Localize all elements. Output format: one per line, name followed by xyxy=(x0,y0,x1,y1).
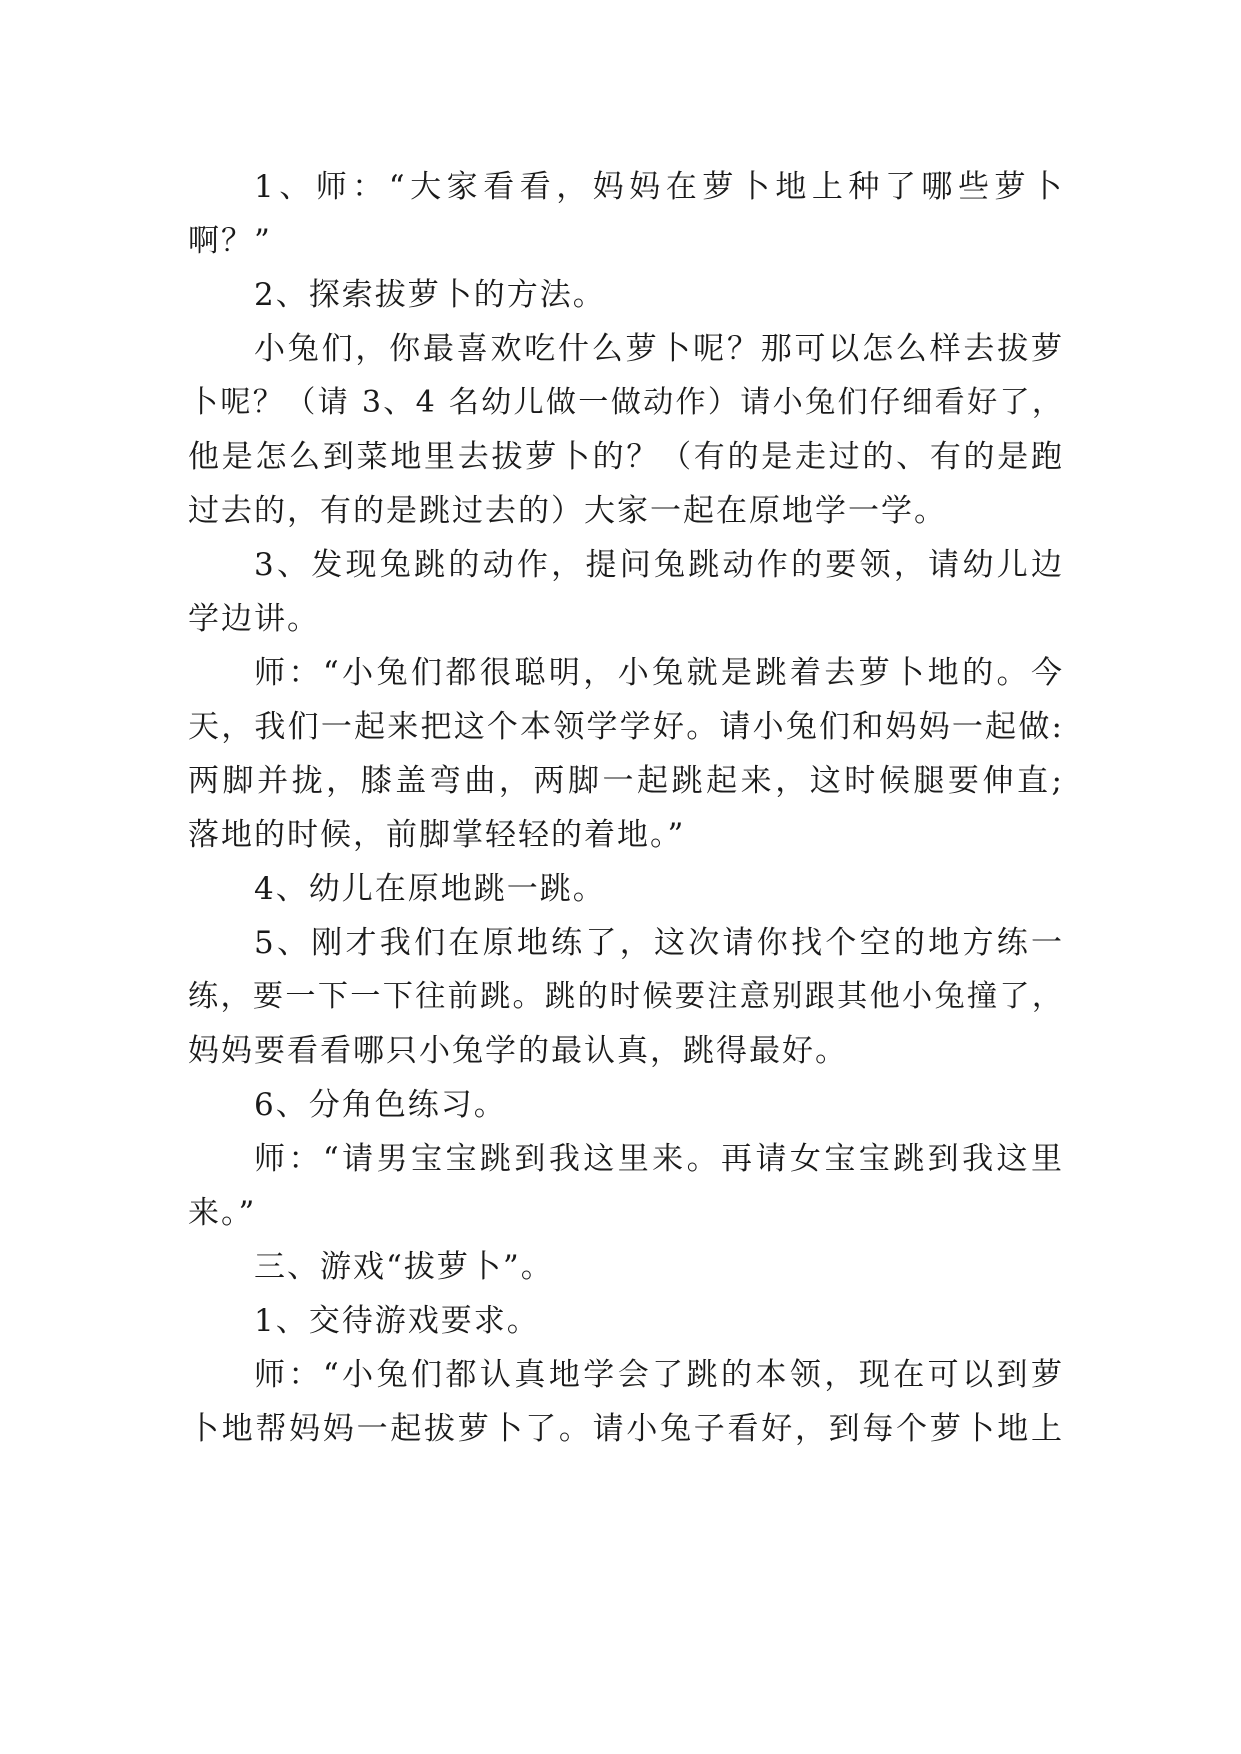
text-line-16: 练，要一下一下往前跳。跳的时候要注意别跟其他小兔撞了， xyxy=(188,979,1064,1014)
text-line-17: 妈妈要看看哪只小兔学的最认真，跳得最好。 xyxy=(188,1033,848,1069)
text-line-15: 5、刚才我们在原地练了，这次请你找个空的地方练一 xyxy=(254,925,1064,961)
text-line-3: 2、探索拔萝卜的方法。 xyxy=(254,277,606,313)
text-line-1: 1、师：“大家看看，妈妈在萝卜地上种了哪些萝卜 xyxy=(254,169,1064,205)
text-line-14: 4、幼儿在原地跳一跳。 xyxy=(254,871,606,907)
text-line-7: 过去的，有的是跳过去的）大家一起在原地学一学。 xyxy=(188,493,947,529)
text-line-9: 学边讲。 xyxy=(188,601,320,637)
text-line-19: 师：“请男宝宝跳到我这里来。再请女宝宝跳到我这里 xyxy=(254,1141,1064,1177)
text-line-11: 天，我们一起来把这个本领学学好。请小兔们和妈妈一起做: xyxy=(188,709,1064,745)
text-line-8: 3、发现兔跳的动作，提问兔跳动作的要领，请幼儿边 xyxy=(254,547,1064,583)
text-line-13: 落地的时候，前脚掌轻轻的着地。” xyxy=(188,817,686,853)
text-line-4: 小兔们，你最喜欢吃什么萝卜呢？那可以怎么样去拔萝 xyxy=(254,331,1064,367)
text-line-2: 啊？” xyxy=(188,223,272,259)
text-line-21: 三、游戏“拔萝卜”。 xyxy=(254,1249,554,1285)
text-line-5: 卜呢？（请 3、4 名幼儿做一做动作）请小兔们仔细看好了， xyxy=(188,385,1064,420)
document-body xyxy=(188,160,1064,1456)
text-line-18: 6、分角色练习。 xyxy=(254,1087,507,1123)
text-line-20: 来。” xyxy=(188,1195,257,1231)
text-line-23: 师：“小兔们都认真地学会了跳的本领，现在可以到萝 xyxy=(254,1357,1064,1393)
text-line-24: 卜地帮妈妈一起拔萝卜了。请小兔子看好，到每个萝卜地上 xyxy=(188,1411,1064,1447)
text-line-22: 1、交待游戏要求。 xyxy=(254,1303,540,1339)
text-line-6: 他是怎么到菜地里去拔萝卜的？（有的是走过的、有的是跑 xyxy=(188,439,1064,475)
text-line-12: 两脚并拢，膝盖弯曲，两脚一起跳起来，这时候腿要伸直; xyxy=(188,763,1064,799)
text-line-10: 师：“小兔们都很聪明，小兔就是跳着去萝卜地的。今 xyxy=(254,655,1064,691)
